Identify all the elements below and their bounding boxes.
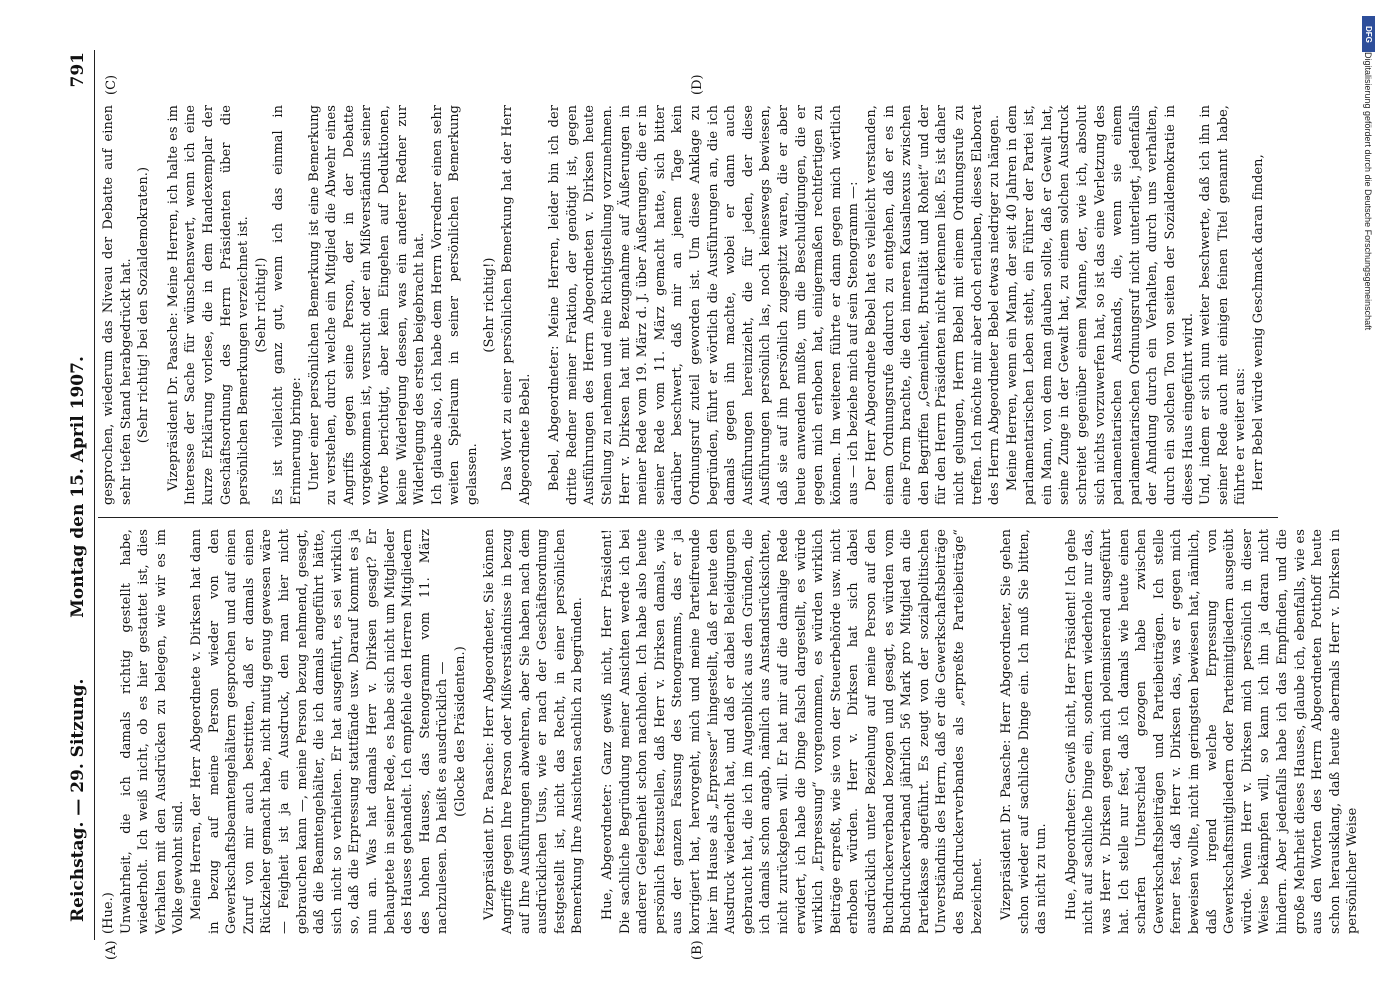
text-column-right	[100, 105, 1268, 505]
paragraph: Vizepräsident Dr. Paasche: Meine Herren, ich halte es im Interesse der Sache für wünschenswert, wenn ich eine kurze Erklärung vorlese, die in dem Handexemplar der Geschäftsordnung des Herrn Präsidenten über die persönlichen Bemerkungen verzeichnet ist.	[165, 105, 252, 505]
text-column-left	[100, 529, 1362, 934]
paragraph: Und, indem er sich nun weiter beschwerte, daß ich ihn in seiner Rede auch mit einigen feinen Titel genannt habe, führte er weiter aus:	[1198, 105, 1249, 505]
paragraph: gesprochen, wiederum das Niveau der Debatte auf einen sehr tiefen Stand herabgedrückt hat.	[101, 105, 134, 505]
column-divider	[98, 517, 1278, 518]
paragraph: (Glocke des Präsidenten.)	[452, 646, 468, 817]
paragraph: Vizepräsident Dr. Paasche: Herr Abgeordneter, Sie können Angriffe gegen Ihre Person oder Mißverständnisse in bezug auf Ihre Ausführungen abwehren, aber Sie haben nach dem ausdrücklichen Usus, wie er nach der Geschäftsordnung festgestellt ist, nicht das Recht, in einer persönlichen Bemerkung Ihre Ansichten sachlich zu begründen.	[482, 529, 586, 934]
paragraph: (Sehr richtig!)	[253, 257, 269, 353]
dfg-credit-text: Digitalisierung gefördert durch die Deutsche Forschungsgemeinschaft	[1363, 52, 1373, 331]
paragraph: Der Herr Abgeordnete Bebel hat es vielleicht verstanden, einem Ordnungsrufe dadurch zu entgehen, daß er es in eine Form brachte, die den inneren Kausalnexus zwischen den Begriffen „Gemeinheit, Brutalität und Roheit“ und der für den Herrn Präsidenten nicht erkennen ließ. Es ist daher nicht gelungen, Herrn Bebel mit einem Ordnungsrufe zu treffen. Ich möchte mir aber doch erlauben, dieses Elaborat des Herrn Abgeordneter Bebel etwas niedriger zu hängen.	[863, 105, 1003, 505]
paragraph: Das Wort zu einer persönlichen Bemerkung hat der Herr Abgeordnete Bebel.	[500, 105, 533, 505]
margin-marker-c: (C)	[104, 74, 119, 95]
paragraph: Unter einer persönlichen Bemerkung ist eine Bemerkung zu verstehen, durch welche ein Mitglied die Abwehr eines Angriffs gegen seine Person, der in der Debatte vorgekommen ist, versucht oder ein Mißverständnis seiner Worte berichtigt, aber kein Eingehen auf Deduktionen, keine Widerlegung dessen, was ein anderer Redner zur Widerlegung des ersten beigebracht hat.	[306, 105, 428, 505]
paragraph: Ich glaube also, ich habe dem Herrn Vorredner einen sehr weiten Spielraum in seiner persönlichen Bemerkung gelassen.	[429, 105, 480, 505]
paragraph: Hue, Abgeordneter: Gewiß nicht, Herr Präsident! Ich gehe nicht auf sachliche Dinge ein, sondern wiederhole nur das, was Herr v. Dirksen gegen mich polemisierend ausgeführt hat. Ich stelle nur fest, daß ich damals wie heute einen scharfen Unterschied gezogen habe zwischen Gewerkschaftsbeiträgen und Parteibeiträgen. Ich stelle ferner fest, daß Herr v. Dirksen das, was er gegen mich beweisen wollte, nicht im geringsten bewiesen hat, nämlich, daß irgend welche Erpressung von Gewerkschaftsmitgliedern oder Parteimitgliedern ausgeübt würde. Wenn Herr v. Dirksen mich persönlich in dieser Weise bekämpfen will, so kann ich ihn ja daran nicht hindern. Aber jedenfalls habe ich das Empfinden, und die große Mehrheit dieses Hauses, glaube ich, ebenfalls, wie es aus den Worten des Herrn Abgeordneten Potthoff heute schon herausklang, daß heute abermals Herr v. Dirksen in persönlicher Weise	[1063, 529, 1361, 934]
dfg-credit	[1363, 12, 1377, 632]
page-header	[66, 52, 96, 922]
paragraph: Hue, Abgeordneter: Ganz gewiß nicht, Herr Präsident! Die sachliche Begründung meiner Ansichten werde ich bei anderer Gelegenheit schon nachholen. Ich habe also heute persönlich festzustellen, daß Herr v. Dirksen damals, wie aus der ganzen Fassung des Stenogramms, das er ja korrigiert hat, hervorgeht, mich und meine Parteifreunde hier im Hause als „Erpresser“ hingestellt, daß er heute den Ausdruck wiederholt hat, und daß er dabei Beleidigungen gebraucht hat, die ich im Augenblick aus den Gründen, die ich damals schon angab, nämlich aus Anstandsrücksichten, nicht zurückgeben will. Er hat mir auf die damalige Rede erwidert, ich habe die Dinge falsch dargestellt, es würde wirklich „Erpressung“ vorgenommen, es würden wirklich Beiträge erpreßt, wie sie von der Steuerbehörde usw. nicht erhoben würden. Herr v. Dirksen hat sich dabei ausdrücklich unter Beziehung auf meine Person auf den Buchdruckerverband bezogen und gesagt, es würden vom Buchdruckerverband jährlich 56 Mark pro Mitglied an die Parteikasse abgeführt. Es zeugt von der sozialpolitischen Unverständnis des Herrn, daß er die Gewerkschaftsbeiträge des Buchdruckerverbandes als „erpreßte Parteibeiträge“ bezeichnet.	[600, 529, 985, 934]
paragraph: Herr Bebel würde wenig Geschmack daran finden,	[1251, 154, 1266, 491]
header-date: Montag den 15. April 1907.	[68, 356, 88, 618]
paragraph: Es ist vielleicht ganz gut, wenn ich das einmal in Erinnerung bringe:	[271, 105, 304, 505]
paragraph: Meine Herren, wenn ein Mann, der seit 40 Jahren in dem parlamentarischen Leben steht, ein Führer der Partei ist, ein Mann, von dem man glauben sollte, daß er Gewalt hat, seine Zunge in der Gewalt hat, zu einem solchen Ausdruck schreitet gegenüber einem Manne, der, wie ich, absolut sich nichts vorzuwerfen hat, so ist das eine Verletzung des parlamentarischen Anstands, die, wenn sie einem parlamentarischen Ordnungsruf nicht unterliegt, jedenfalls der Ahndung durch ein Verhalten, durch uns verhalten, durch ein solchen Ton von seiten der Sozialdemokratie in dieses Haus eingeführt wird.	[1004, 105, 1196, 505]
page-number: 791	[68, 52, 88, 88]
header-rule	[94, 50, 95, 940]
header-session: Reichstag. — 29. Sitzung.	[68, 678, 88, 922]
margin-marker-a: (A)	[104, 940, 119, 960]
paragraph: Vizepräsident Dr. Paasche: Herr Abgeordneter, Sie gehen schon wieder auf sachliche Dinge ein. Ich muß Sie bitten, das nicht zu tun.	[999, 529, 1050, 934]
paragraph: (Sehr richtig! bei den Sozialdemokraten.)	[136, 166, 152, 444]
margin-marker-d: (D)	[690, 74, 705, 95]
paragraph: (Hue.)	[101, 892, 116, 934]
paragraph: (Sehr richtig!)	[482, 257, 498, 353]
dfg-logo: DFG	[1362, 16, 1375, 52]
paragraph: Bebel, Abgeordneter: Meine Herren, leider bin ich der dritte Redner meiner Fraktion, der genötigt ist, gegen Ausführungen des Herrn Abgeordneten v. Dirksen heute Stellung zu nehmen und eine Richtigstellung vorzunehmen. Herr v. Dirksen hat mit Bezugnahme auf Äußerungen in meiner Rede vom 19. März d. J. über Äußerungen, die er in seiner Rede vom 11. März gemacht hatte, sich bitter darüber beschwert, daß mir an jenem Tage kein Ordnungsruf zuteil geworden ist. Um diese Anklage zu begründen, führt er wörtlich die Ausführungen an, die ich damals gegen ihn machte, wobei er dann auch Ausführungen hereinzieht, die für jeden, der diese Ausführungen persönlich las, noch keineswegs bewiesen, daß sie auf ihn persönlich zugespitzt waren, die er aber heute anwenden mußte, um die Beschuldigungen, die er gegen mich erhoben hat, einigermaßen rechtfertigen zu können. Im weiteren führte er dann gegen mich wörtlich aus — ich beziehe mich auf sein Stenogramm —:	[547, 105, 862, 505]
paragraph: Unwahrheit, die ich damals richtig gestellt habe, wiederholt. Ich weiß nicht, ob es hier gestattet ist, dies Verhalten mit den Ausdrücken zu belegen, wie wir es im Volke gewohnt sind.	[118, 529, 187, 934]
paragraph: Meine Herren, der Herr Abgeordnete v. Dirksen hat dann in bezug auf meine Person wieder von den Gewerkschaftsbeamtengehältern gesprochen und auf einen Zuruf von mir auch bestritten, daß er damals einen Rückzieher gemacht habe, nicht mutig genug gewesen wäre — Feigheit ist ja ein Ausdruck, den man hier nicht gebrauchen kann —, meine Person bezug nehmend, gesagt, daß die Beamtengehälter, die ich damals angeführt hätte, sich nicht so verhielten. Er hat ausgeführt, es sei wirklich so, daß die Erpressung stattfände usw. Darauf kommt es ja nun an. Was hat damals Herr v. Dirksen gesagt? Er behauptete in seiner Rede, es habe sich nicht um Mitglieder des Hauses gehandelt. Ich empfehle den Herren Mitgliedern des hohen Hauses, das Stenogramm vom 11. März nachzulesen. Da heißt es ausdrücklich —	[188, 529, 451, 934]
margin-marker-b: (B)	[690, 940, 705, 960]
